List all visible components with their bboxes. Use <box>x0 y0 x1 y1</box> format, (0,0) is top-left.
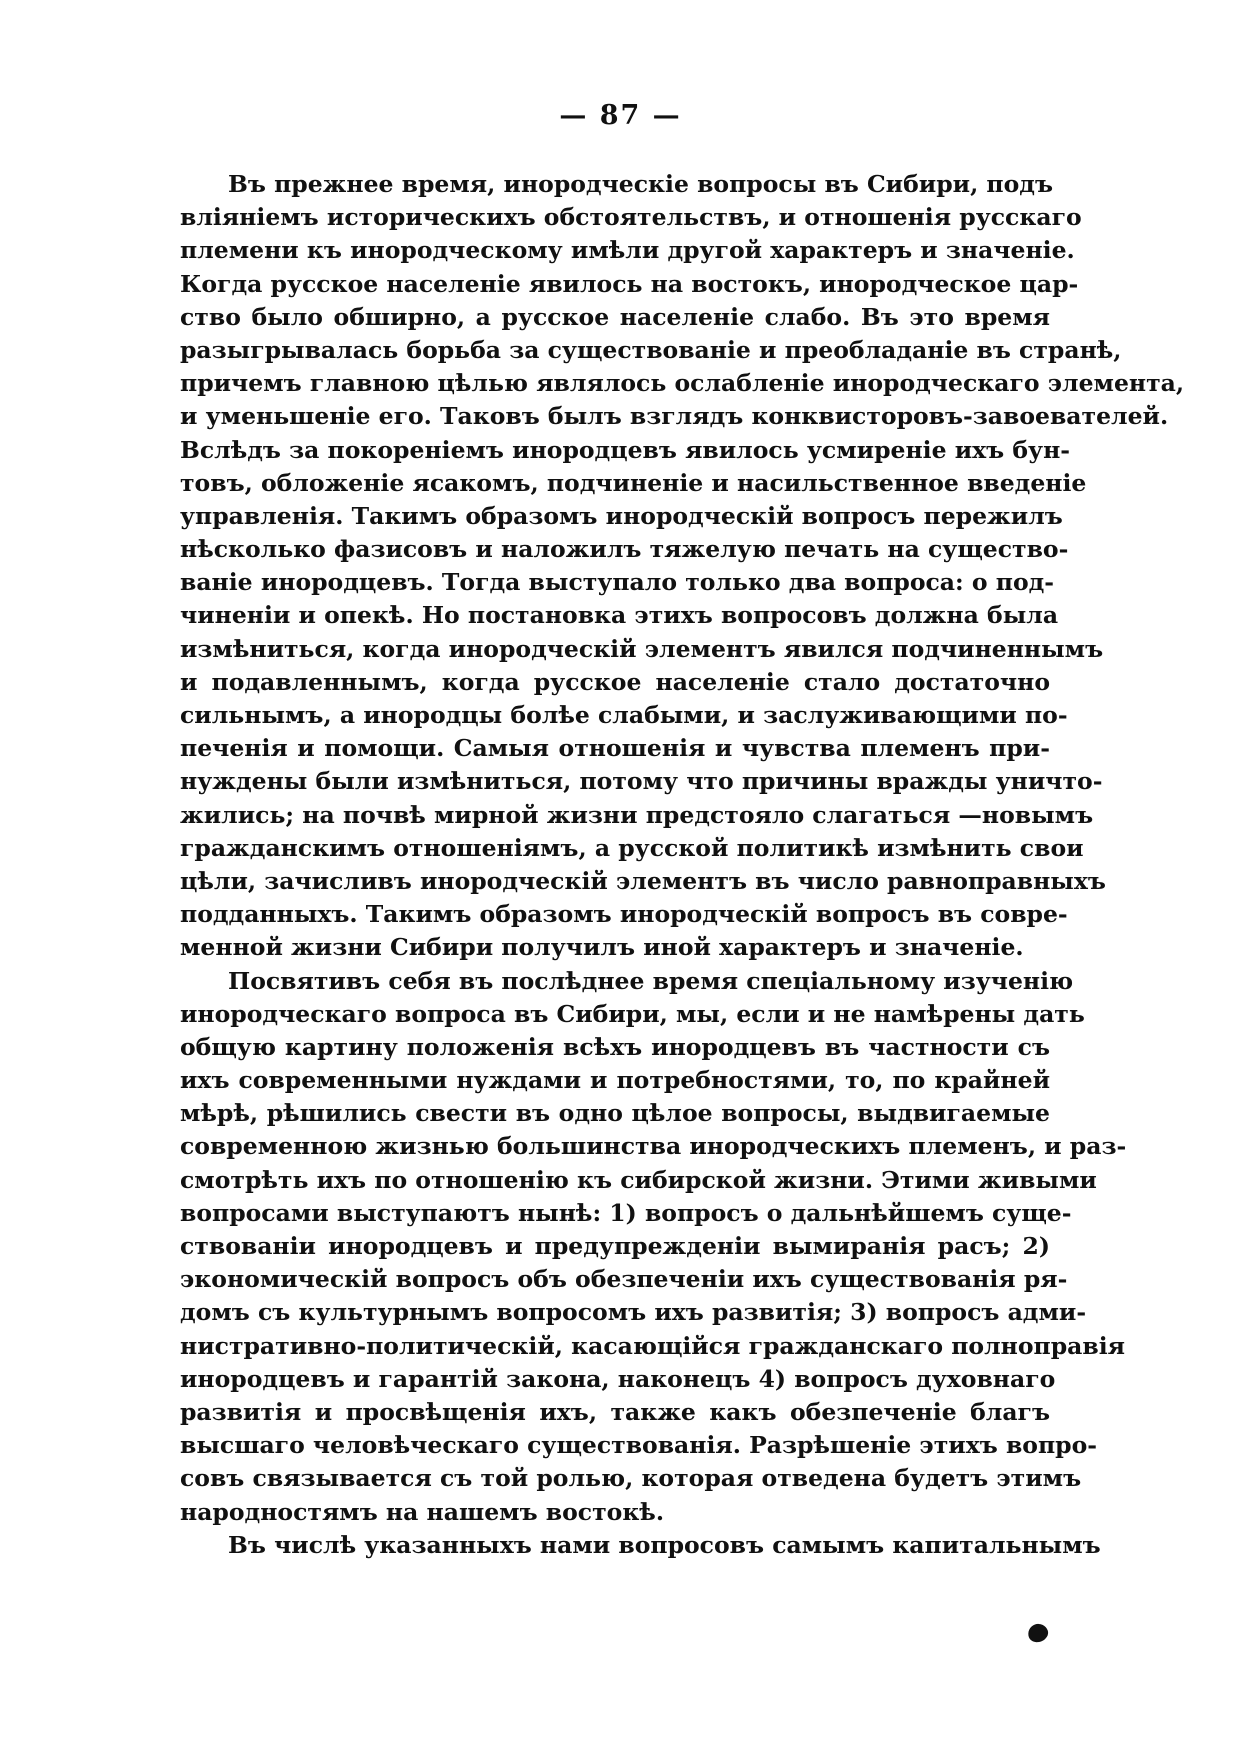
text-line: причемъ главною цѣлью являлось ослабленіе инородческаго элемента, <box>180 369 1185 398</box>
text-line: домъ съ культурнымъ вопросомъ ихъ развитія; 3) вопросъ адми- <box>180 1298 1087 1327</box>
text-line: ствованіи инородцевъ и предупрежденіи вымиранія расъ; 2) <box>180 1232 1050 1260</box>
text-line: Въ числѣ указанныхъ нами вопросовъ самымъ капитальнымъ <box>228 1530 1101 1559</box>
text-line: ихъ современными нуждами и потребностями, то, по крайней <box>180 1066 1050 1095</box>
text-line: современною жизнью большинства инородческихъ племенъ, и раз- <box>180 1132 1127 1161</box>
text-line: вопросами выступаютъ нынѣ: 1) вопросъ о дальнѣйшемъ суще- <box>180 1198 1072 1227</box>
text-line: высшаго человѣческаго существованія. Разрѣшеніе этихъ вопро- <box>180 1431 1098 1460</box>
text-line: инородцевъ и гарантій закона, наконецъ 4) вопросъ духовнаго <box>180 1364 1056 1393</box>
text-line: и подавленнымъ, когда русское населеніе стало достаточно <box>180 667 1050 696</box>
text-line: Вслѣдъ за покореніемъ инородцевъ явилось усмиреніе ихъ бун- <box>180 435 1071 464</box>
text-line: Въ прежнее время, инородческіе вопросы въ Сибири, подъ <box>228 170 1054 198</box>
text-line: измѣниться, когда инородческій элементъ явился подчиненнымъ <box>180 634 1104 663</box>
text-line: общую картину положенія всѣхъ инородцевъ въ частности съ <box>180 1032 1050 1061</box>
text-line: смотрѣть ихъ по отношенію къ сибирской жизни. Этими живыми <box>180 1165 1097 1194</box>
text-line: чиненіи и опекѣ. Но постановка этихъ вопросовъ должна была <box>180 601 1059 630</box>
text-line: гражданскимъ отношеніямъ, а русской политикѣ измѣнить свои <box>180 833 1084 862</box>
text-line: управленія. Такимъ образомъ инородческій вопросъ пережилъ <box>180 501 1063 530</box>
text-line: разыгрывалась борьба за существованіе и преобладаніе въ странѣ, <box>180 335 1122 364</box>
text-line: сильнымъ, а инородцы болѣе слабыми, и заслуживающими по- <box>180 701 1068 729</box>
text-line: подданныхъ. Такимъ образомъ инородческій вопросъ въ совре- <box>180 900 1068 929</box>
text-line: племени къ инородческому имѣли другой характеръ и значеніе. <box>180 236 1075 265</box>
text-line: менной жизни Сибири получилъ иной характеръ и значеніе. <box>180 933 1024 962</box>
text-line: народностямъ на нашемъ востокѣ. <box>180 1497 665 1526</box>
text-line: ство было обширно, а русское населеніе слабо. Въ это время <box>180 302 1050 331</box>
ink-blot-mark <box>1026 1621 1051 1645</box>
text-line: нѣсколько фазисовъ и наложилъ тяжелую печать на существо- <box>180 535 1069 564</box>
text-line: товъ, обложеніе ясакомъ, подчиненіе и насильственное введеніе <box>180 468 1087 497</box>
text-line: печенія и помощи. Самыя отношенія и чувства племенъ при- <box>180 734 1050 763</box>
text-line: вліяніемъ историческихъ обстоятельствъ, и отношенія русскаго <box>180 203 1082 232</box>
text-line: совъ связывается съ той ролью, которая отведена будетъ этимъ <box>180 1464 1082 1493</box>
text-line: и уменьшеніе его. Таковъ былъ взглядъ конквисторовъ-завоевателей. <box>180 402 1169 431</box>
text-line: развитія и просвѣщенія ихъ, также какъ обезпеченіе благъ <box>180 1397 1050 1426</box>
text-line: нистративно-политическій, касающійся гражданскаго полноправія <box>180 1331 1126 1360</box>
text-line: мѣрѣ, рѣшились свести въ одно цѣлое вопросы, выдвигаемые <box>180 1099 1050 1128</box>
text-line: жились; на почвѣ мирной жизни предстояло слагаться —новымъ <box>180 800 1094 829</box>
text-line: нуждены были измѣниться, потому что причины вражды уничто- <box>180 767 1103 796</box>
text-line: Посвятивъ себя въ послѣднее время спеціальному изученію <box>228 966 1074 995</box>
text-line: экономическій вопросъ объ обезпеченіи ихъ существованія ря- <box>180 1265 1068 1294</box>
text-line: ваніе инородцевъ. Тогда выступало только два вопроса: о под- <box>180 568 1055 597</box>
text-line: инородческаго вопроса въ Сибири, мы, если и не намѣрены дать <box>180 999 1085 1028</box>
page-number: — 87 — <box>559 100 682 131</box>
text-line: цѣли, зачисливъ инородческій элементъ въ число равноправныхъ <box>180 866 1106 895</box>
text-line: Когда русское населеніе явилось на востокъ, инородческое цар- <box>180 269 1079 298</box>
body-text <box>180 168 1185 1562</box>
